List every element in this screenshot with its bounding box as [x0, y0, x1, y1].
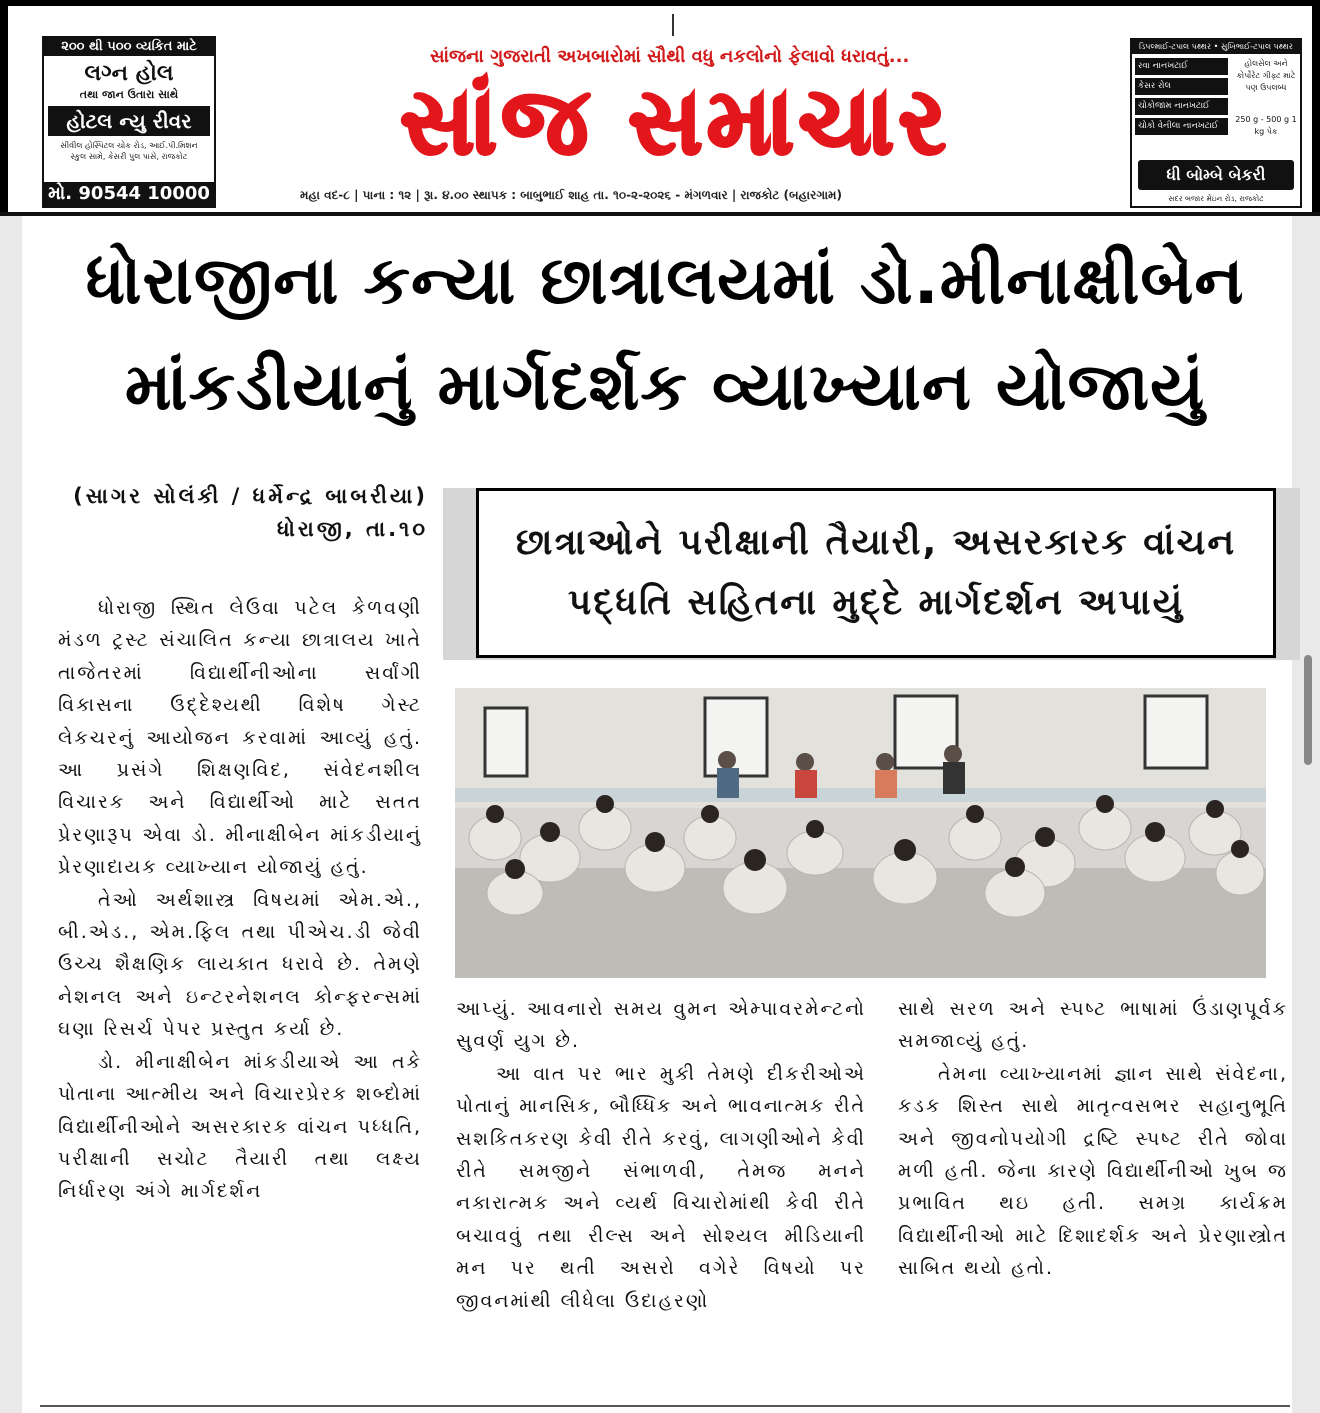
- masthead-tagline: સાંજના ગુજરાતી અખબારોમાં સૌથી વધુ નકલોનો ફેલાવો ધરાવતું...: [430, 46, 910, 67]
- bakery-item: ચોકો વેનીલા નાનખટાઈ: [1135, 118, 1228, 135]
- paragraph: આપ્યું. આવનારો સમય વુમન એમ્પાવરમેન્ટનો સુવર્ણ યુગ છે.: [456, 998, 866, 1053]
- lecture-photo: [455, 688, 1266, 978]
- article-column-2: [456, 993, 866, 1317]
- byline-authors: (સાગર સોલંકી / ધર્મેન્દ્ર બાબરીયા): [73, 484, 428, 508]
- bakery-item: કેસર રોલ: [1135, 78, 1228, 95]
- article-byline: [48, 480, 428, 546]
- article-subhead: [476, 488, 1276, 658]
- headline-line-2: માંકડીયાનું માર્ગદર્શક વ્યાખ્યાન યોજાયું: [124, 348, 1206, 425]
- ad-subtitle: તથા જાન ઉતારા સાથે: [79, 88, 179, 101]
- top-border: [0, 0, 1320, 6]
- ad-phone: મો. 90544 10000: [44, 182, 214, 206]
- scrollbar-track[interactable]: [1292, 216, 1320, 1413]
- bakery-item: રવા નાનખટાઈ: [1135, 58, 1228, 75]
- masthead-rule: [0, 212, 1320, 216]
- bakery-offer: હોલસેલ અને કોર્પોરેટ ગીફ્ટ માટે પણ ઉપલબ્ધ: [1236, 59, 1296, 92]
- paragraph: આ વાત પર ભાર મુકી તેમણે દીકરીઓએ પોતાનું માનસિક, બૌધ્ધિક અને ભાવનાત્મક રીતે સશકિતકરણ કેવી રીતે કરવું, લાગણીઓને કેવી રીતે સમજીને સંભાળવી, તેમજ મનને નકારાત્મક અને વ્યર્થ વિચારોમાંથી કેવી રીતે બચાવવું તથા રીલ્સ અને સોશ્યલ મીડિયાની મન પર થતી અસરો વગેરે વિષયો પર જીવનમાંથી લીધેલા ઉદાહરણો: [456, 1062, 866, 1312]
- bakery-packs: 250 g - 500 g 1 kg પેક: [1235, 115, 1297, 136]
- article-headline: [40, 228, 1290, 440]
- paragraph: તેમના વ્યાખ્યાનમાં જ્ઞાન સાથે સંવેદના, કડક શિસ્ત સાથે માતૃત્વસભર સહાનુભૂતિ અને જીવનોપયોગી દ્રષ્ટિ સ્પષ્ટ રીતે જોવા મળી હતી. જેના કારણે વિદ્યાર્થીનીઓ ખુબ જ પ્રભાવિત થઇ હતી. સમગ્ર કાર્યક્રમ વિદ્યાર્થીનીઓ માટે દિશાદર્શક અને પ્રેરણાસ્ત્રોત સાબિત થયો હતો.: [898, 1062, 1288, 1280]
- bakery-address: સદર બજાર મેઇન રોડ, રાજકોટ: [1168, 194, 1264, 203]
- headline-line-1: ધોરાજીના કન્યા છાત્રાલયમાં ડો.મીનાક્ષીબેન: [85, 242, 1245, 319]
- ad-address-2: સ્કુલ સામે, કેસરી પુલ પાસે, રાજકોટ: [70, 152, 188, 161]
- wedding-hall-ad: [42, 36, 216, 208]
- paragraph: સાથે સરળ અને સ્પષ્ટ ભાષામાં ઉંડાણપૂર્વક સમજાવ્યું હતું.: [898, 998, 1288, 1053]
- byline-dateline: ધોરાજી, તા.૧૦: [276, 517, 428, 541]
- page-fold-mark: [672, 14, 674, 36]
- paragraph: તેઓ અર્થશાસ્ત્ર વિષયમાં એમ.એ., બી.એડ., એમ.ફિલ તથા પીએચ.ડી જેવી ઉચ્ચ શૈક્ષણિક લાયકાત ધરાવે છે. તેમણે નેશનલ અને ઇન્ટરનેશનલ કોન્ફરન્સમાં ઘણા રિસર્ચ પેપર પ્રસ્તુત કર્યા છે.: [58, 888, 422, 1041]
- ad-hotel-name: હોટલ ન્યુ રીવર: [48, 106, 210, 136]
- bakery-name: ધી બોમ્બે બેકરી: [1138, 160, 1294, 190]
- article-column-1: [58, 592, 422, 1208]
- ad-capacity: ૨૦૦ થી ૫૦૦ વ્યકિત માટે: [44, 38, 214, 56]
- left-border: [0, 0, 8, 215]
- subhead-line-2: પદ્ધતિ સહિતના મુદ્દે માર્ગદર્શન અપાયું: [567, 582, 1185, 623]
- ad-title: લગ્ન હોલ: [84, 61, 174, 86]
- ad-address-1: સીવીલ હોસ્પિટલ ચોક રોડ, આઈ.પી.મિશન: [60, 141, 198, 150]
- right-border: [1312, 0, 1320, 215]
- subhead-line-1: છાત્રાઓને પરીક્ષાની તૈયારી, અસરકારક વાંચન: [515, 522, 1237, 563]
- bakery-ad: [1130, 38, 1302, 208]
- newspaper-logo: સાંજ સમાચાર: [400, 68, 950, 175]
- scrollbar-thumb[interactable]: [1304, 655, 1312, 765]
- left-margin: [0, 216, 22, 1413]
- paragraph: ડો. મીનાક્ષીબેન માંકડીયાએ આ તકે પોતાના આત્મીય અને વિચારપ્રેરક શબ્દોમાં વિદ્યાર્થીનીઓને અસરકારક વાંચન પધ્ધતિ, પરીક્ષાની સચોટ તૈયારી તથા લક્ષ્ય નિર્ધારણ અંગે માર્ગદર્શન: [58, 1050, 422, 1203]
- bakery-item: ચોકોજામ નાનખટાઈ: [1135, 98, 1228, 115]
- masthead-dateline: મહા વદ-૮ | પાના : ૧૨ | રૂા. ૪.૦૦ સ્થાપક : બાબુભાઈ શાહ તા. ૧૦-૨-૨૦૨૬ - મંગળવાર | રાજકોટ (બહારગામ): [300, 188, 842, 202]
- bakery-ad-header: ડિપલ્માઈ-ટપાલ પથ્થર • સુખિભાઈ-ટપાલ પથ્થર: [1132, 40, 1300, 54]
- paragraph: ધોરાજી સ્થિત લેઉવા પટેલ કેળવણી મંડળ ટ્રસ્ટ સંચાલિત કન્યા છાત્રાલય ખાતે તાજેતરમાં વિદ્યાર્થીનીઓના સર્વાંગી વિકાસના ઉદ્દેશ્યથી વિશેષ ગેસ્ટ લેકચરનું આયોજન કરવામાં આવ્યું હતું. આ પ્રસંગે શિક્ષણવિદ, સંવેદનશીલ વિચારક અને વિદ્યાર્થીઓ માટે સતત પ્રેરણારૂપ એવા ડો. મીનાક્ષીબેન માંકડીયાનું પ્રેરણાદાયક વ્યાખ્યાન યોજાયું હતું.: [58, 597, 422, 879]
- article-column-3: [898, 993, 1288, 1285]
- bottom-rule: [40, 1405, 1290, 1407]
